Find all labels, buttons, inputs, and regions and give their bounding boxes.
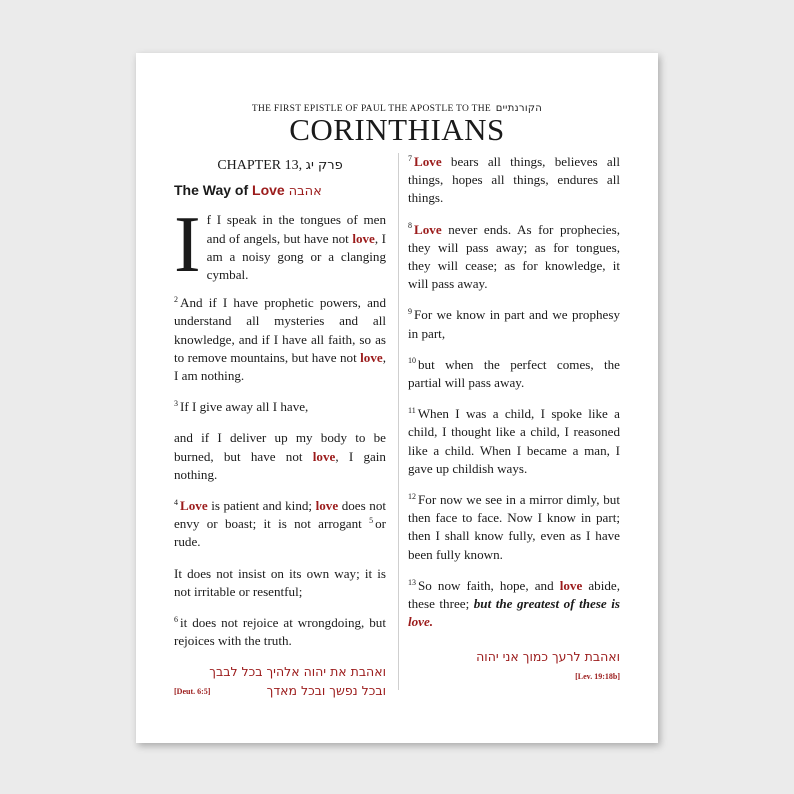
verse-text: , I gain nothing.	[174, 448, 386, 482]
reference-lev: [Lev. 19:18b]	[575, 672, 620, 682]
verse-text: never ends. As for prophecies, they will pass away; as for tongues, they will cease; as for knowledge, it will pass away.	[408, 221, 620, 292]
love-word: love	[360, 349, 383, 365]
verse-1	[174, 201, 386, 290]
verse-3a	[174, 398, 386, 416]
hebrew-quote-deut	[174, 663, 386, 699]
verse-text: So now faith, hope, and	[418, 577, 560, 593]
love-word: love.	[408, 614, 434, 630]
verse-text: abide, these three;	[408, 577, 620, 612]
verse-number: 3	[174, 398, 178, 408]
hebrew-quote-lev: ואהבת לרעך כמוך אני יהוה	[476, 649, 620, 665]
verse-2	[174, 294, 386, 385]
hebrew-line-1: ואהבת את יהוה אלהיך בכל לבבך	[209, 664, 386, 680]
verse-number: 6	[174, 614, 178, 624]
verse-number: 4	[174, 497, 178, 507]
love-word: love	[312, 448, 336, 464]
chapter-hebrew: פרק יג	[305, 158, 343, 173]
drop-cap: I	[174, 201, 201, 290]
print-sheet	[136, 53, 658, 743]
verse-text: And if I have prophetic powers, and understand all mysteries and all knowledge, and if I have all faith, so as to remove mountains, but have not	[174, 295, 386, 365]
heading-love: Love	[252, 182, 285, 199]
section-heading	[174, 181, 386, 201]
verse-9	[408, 306, 620, 342]
chapter-label: CHAPTER 13,	[217, 158, 303, 173]
verse-text: For we know in part and we prophesy in part,	[408, 307, 620, 341]
verse-13	[408, 577, 620, 632]
verse-number: 11	[408, 405, 416, 415]
subtitle-hebrew: הקורנתיים	[495, 103, 543, 114]
verse-number: 8	[408, 221, 412, 231]
verse-4	[174, 497, 386, 552]
verse-text: and if I deliver up my body to be burned, but have not	[174, 430, 386, 464]
verse-6	[174, 614, 386, 650]
verse-12	[408, 491, 620, 564]
page-title: CORINTHIANS	[289, 112, 505, 147]
verse-text: It does not insist on its own way; it is not irritable or resentful;	[174, 565, 386, 599]
verse-text: or rude.	[174, 516, 386, 550]
verse-10	[408, 356, 620, 392]
verse-11	[408, 405, 620, 478]
love-word: Love	[414, 221, 442, 237]
heading-prefix: The Way of	[174, 182, 253, 199]
spacer	[408, 644, 620, 646]
verse-text: For now we see in a mirror dimly, but then face to face. Now I know in part; then I shall know fully, even as I have been fully known.	[408, 492, 620, 562]
love-word: love	[315, 498, 339, 514]
subtitle-text: THE FIRST EPISTLE OF PAUL THE APOSTLE TO THE	[251, 104, 492, 114]
verse-number: 9	[408, 307, 412, 317]
love-word: love	[352, 230, 375, 246]
verse-emphasis: but the greatest of these is	[473, 596, 620, 612]
verse-8	[408, 221, 620, 294]
column-divider	[398, 153, 399, 690]
chapter-heading	[174, 157, 386, 175]
love-word: Love	[414, 154, 442, 169]
heading-hebrew: אהבה	[288, 184, 322, 200]
verse-5b	[174, 565, 386, 601]
reference-deut: [Deut. 6:5]	[174, 687, 211, 697]
verse-text: but when the perfect comes, the partial will pass away.	[408, 356, 620, 391]
verse-number: 7	[408, 153, 412, 163]
verse-number: 13	[408, 577, 416, 587]
verse-text: When I was a child, I spoke like a child, I thought like a child, I reasoned like a child. When I became a man, I gave up childish ways.	[408, 406, 620, 476]
verse-text: , I am nothing.	[174, 349, 386, 384]
verse-text: f I speak in the tongues of men and of angels, but have not	[206, 212, 386, 246]
verse-number: 10	[408, 356, 416, 366]
verse-text: , I am a noisy gong or a clanging cymbal.	[206, 230, 386, 283]
love-word: love	[559, 577, 583, 593]
verse-7	[408, 153, 620, 208]
verse-text: If I give away all I have,	[180, 399, 309, 415]
right-column	[408, 153, 620, 687]
verse-3b	[174, 429, 386, 484]
verse-text: it does not rejoice at wrongdoing, but rejoices with the truth.	[174, 615, 386, 649]
hebrew-line-2: ובכל נפשך ובכל מאדך	[266, 683, 386, 699]
verse-number: 12	[408, 491, 416, 501]
left-column	[174, 153, 386, 699]
verse-text: bears all things, believes all things, hopes all things, endures all things.	[408, 154, 620, 206]
love-word: Love	[180, 498, 208, 514]
verse-text: does not envy or boast; it is not arrogant	[174, 498, 386, 532]
verse-number: 5	[369, 515, 374, 525]
verse-text: is patient and kind;	[207, 498, 316, 514]
verse-number: 2	[174, 294, 178, 304]
